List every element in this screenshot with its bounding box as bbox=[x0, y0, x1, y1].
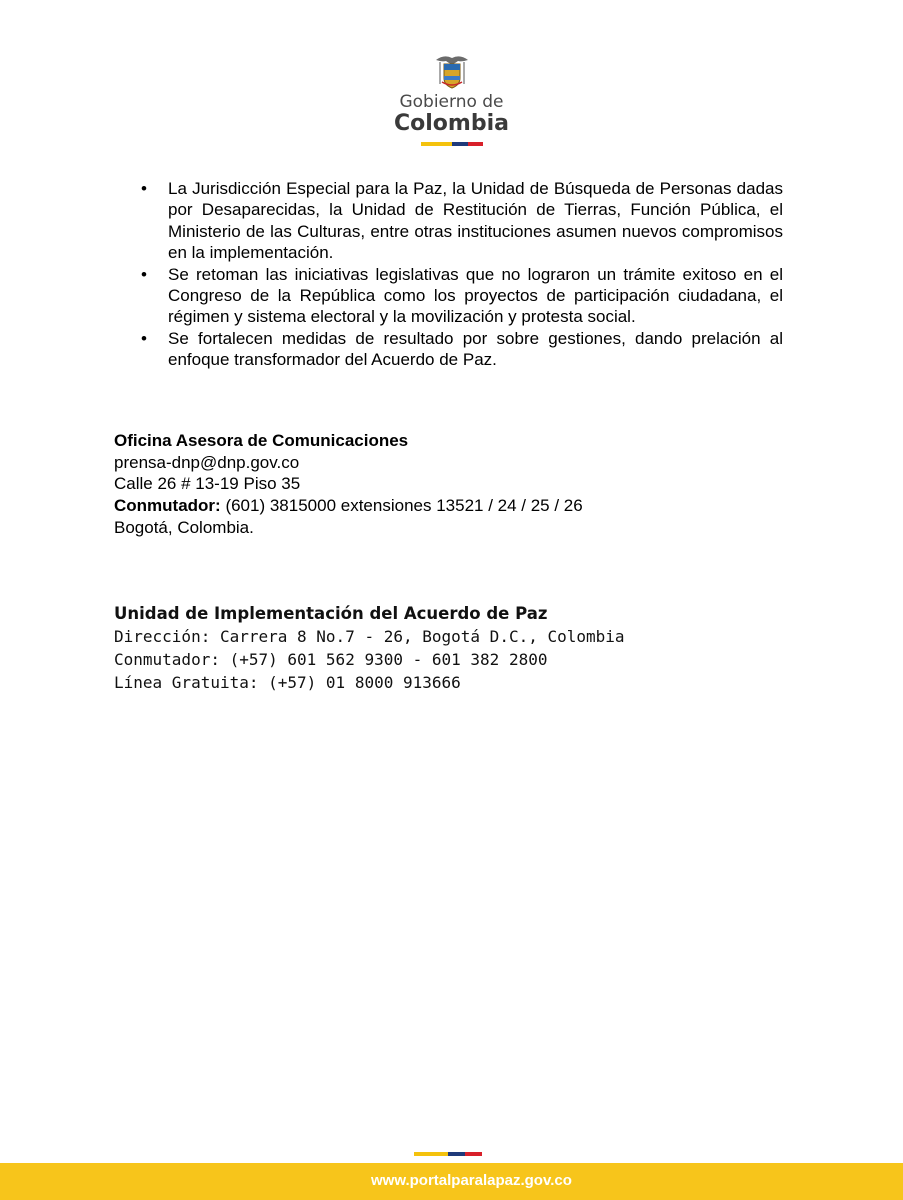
contact-title: Oficina Asesora de Comunicaciones bbox=[114, 431, 409, 450]
contact-address: Dirección: Carrera 8 No.7 - 26, Bogotá D.C., Colombia bbox=[114, 627, 625, 646]
phone-label: Conmutador: bbox=[114, 496, 221, 516]
footer-band bbox=[0, 1163, 903, 1200]
contact-phone bbox=[114, 495, 583, 517]
gov-line-2: Colombia bbox=[394, 111, 509, 136]
bullet-icon: • bbox=[141, 264, 147, 284]
list-item bbox=[115, 264, 783, 328]
contact-block-communications bbox=[114, 430, 583, 539]
colombia-coat-of-arms-icon bbox=[432, 52, 472, 90]
list-item-text: Se retoman las iniciativas legislativas que no lograron un trámite exitoso en el Congreso de la República como los proyectos de participación ciudadana, el régimen y sistema electoral y la movilización y protesta social. bbox=[168, 264, 783, 327]
phone-value: (601) 3815000 extensiones 13521 / 24 / 25 / 26 bbox=[220, 496, 583, 516]
footer-flag-bar bbox=[414, 1152, 482, 1156]
contact-email[interactable]: prensa-dnp@dnp.gov.co bbox=[114, 452, 300, 472]
contact-phone: Conmutador: (+57) 601 562 9300 - 601 382 2800 bbox=[114, 650, 548, 669]
contact-toll-free: Línea Gratuita: (+57) 01 8000 913666 bbox=[114, 673, 461, 692]
list-item-text: La Jurisdicción Especial para la Paz, la Unidad de Búsqueda de Personas dadas por Desaparecidas, la Unidad de Restitución de Tierras, Función Pública, el Ministerio de las Culturas, entre otras instituciones asumen nuevos compromisos en la implementación. bbox=[168, 179, 783, 263]
bullet-icon: • bbox=[141, 179, 147, 198]
letterhead bbox=[0, 52, 903, 146]
contact-title: Unidad de Implementación del Acuerdo de Paz bbox=[114, 604, 548, 623]
header-flag-bar bbox=[421, 142, 483, 146]
gov-line-1: Gobierno de bbox=[399, 92, 504, 112]
bullet-list bbox=[115, 178, 783, 371]
contact-block-implementation-unit bbox=[114, 602, 625, 694]
list-item bbox=[115, 178, 783, 264]
footer-url-link[interactable]: www.portalparalapaz.gov.co bbox=[371, 1172, 572, 1189]
list-item bbox=[115, 328, 783, 371]
bullet-icon: • bbox=[141, 328, 147, 348]
contact-city: Bogotá, Colombia. bbox=[114, 517, 254, 537]
contact-address: Calle 26 # 13-19 Piso 35 bbox=[114, 474, 301, 494]
list-item-text: Se fortalecen medidas de resultado por sobre gestiones, dando prelación al enfoque transformador del Acuerdo de Paz. bbox=[168, 328, 783, 370]
